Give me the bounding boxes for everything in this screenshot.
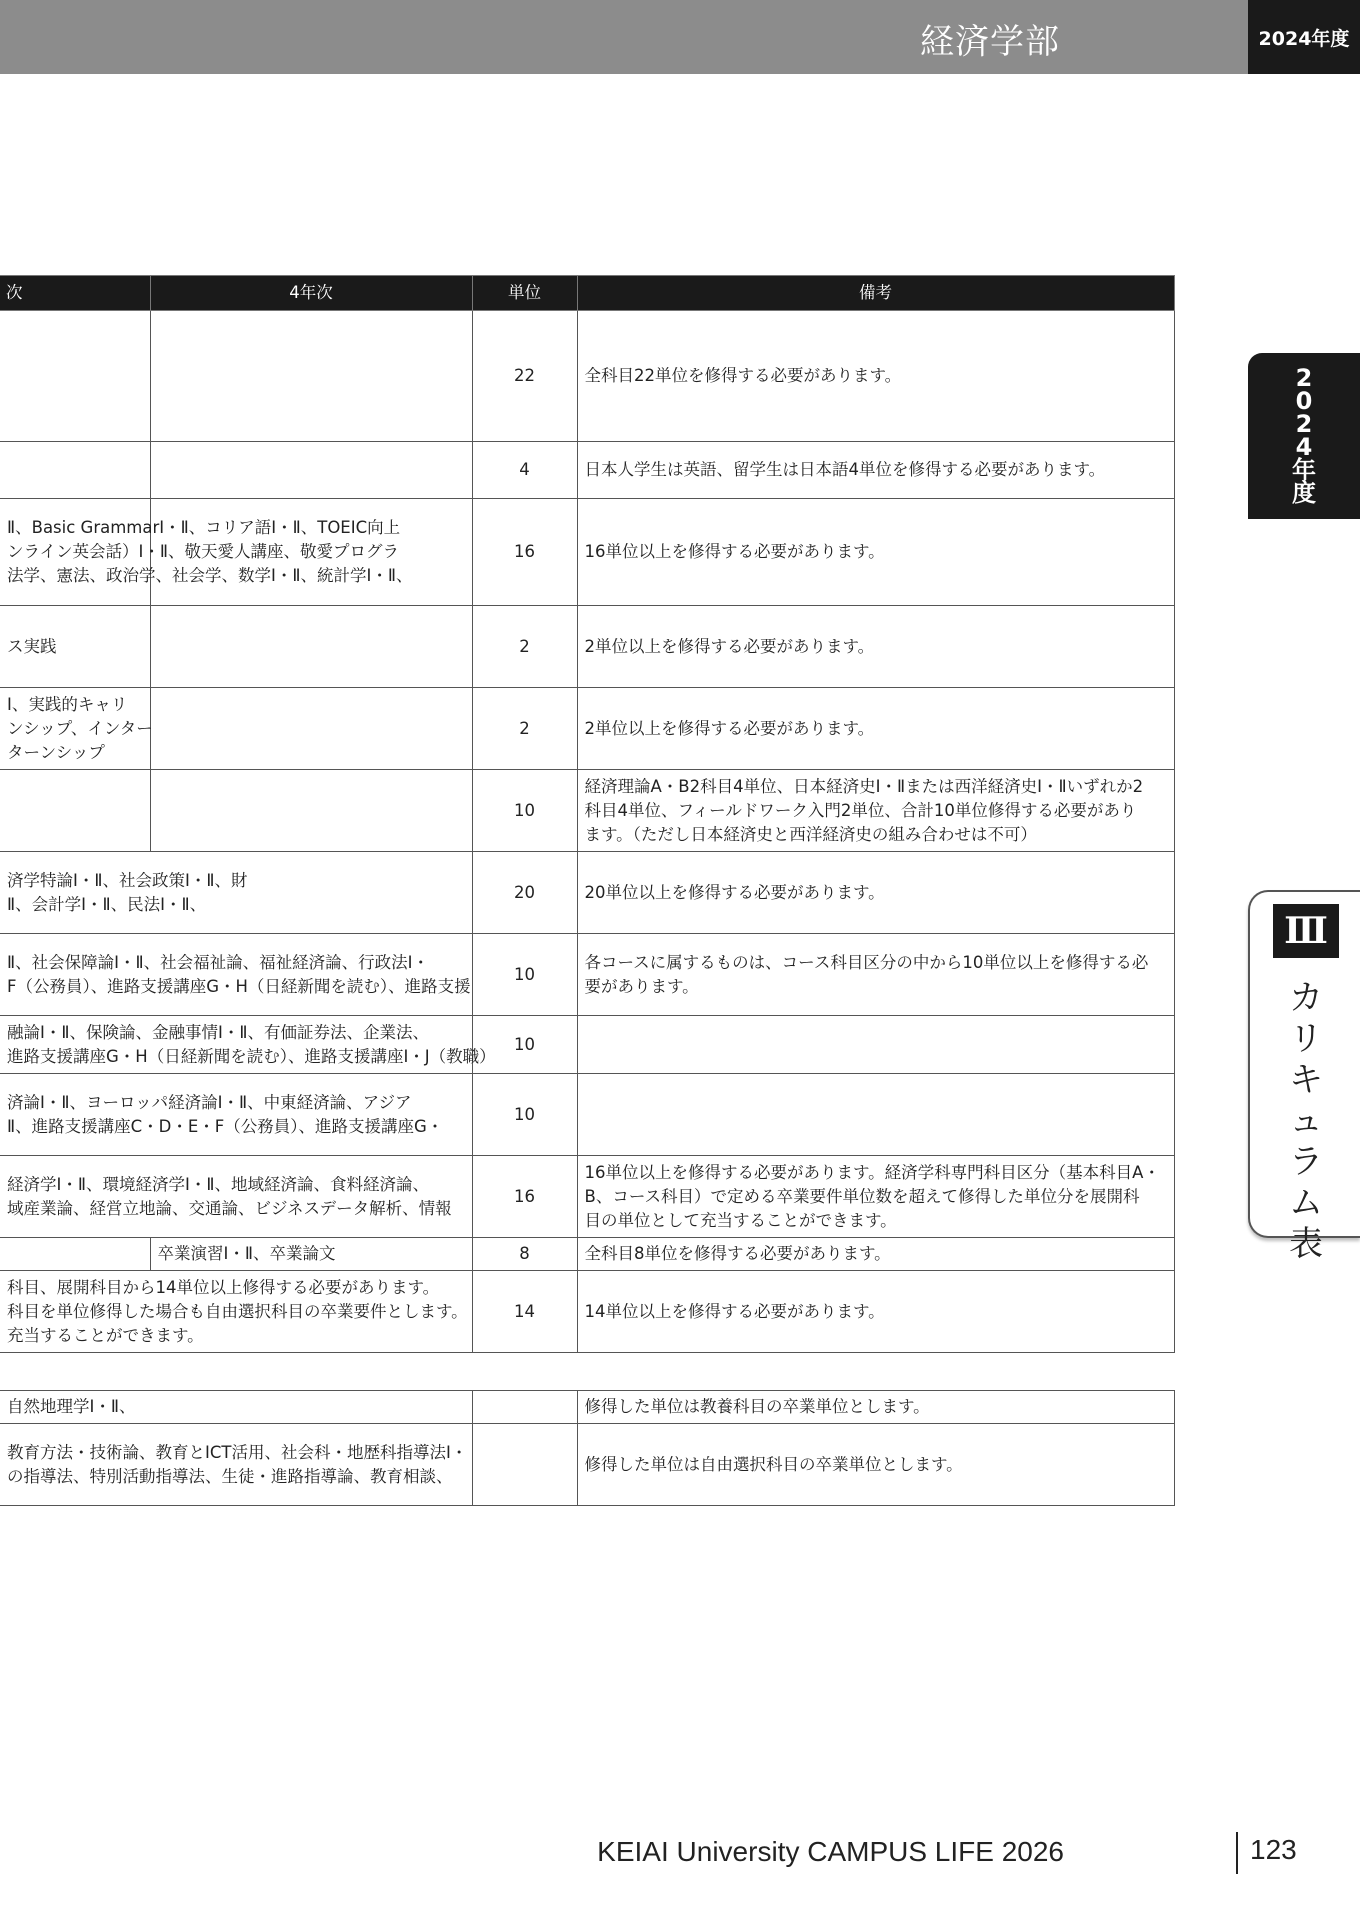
page-number: 123: [1250, 1834, 1297, 1865]
year3-cell: ス実践: [0, 606, 150, 688]
notes-cell: 日本人学生は英語、留学生は日本語4単位を修得する必要があります。: [577, 442, 1174, 499]
year4-cell: 卒業演習Ⅰ・Ⅱ、卒業論文: [150, 1238, 472, 1271]
notes-cell: 全科目8単位を修得する必要があります。: [577, 1238, 1174, 1271]
units-cell: 14: [472, 1271, 577, 1353]
header-year: 2024年度: [1248, 0, 1360, 74]
section-title-char: ム: [1289, 1183, 1323, 1223]
units-cell: 10: [472, 1074, 577, 1156]
course-list-cell: Ⅱ、社会保障論Ⅰ・Ⅱ、社会福祉論、福祉経済論、行政法Ⅰ・ F（公務員）、進路支援講座G・H（日経新聞を読む）、進路支援: [0, 934, 472, 1016]
notes-cell: 2単位以上を修得する必要があります。: [577, 688, 1174, 770]
header-year4: 4年次: [150, 276, 472, 311]
table-row: [0, 1424, 1174, 1506]
notes-cell: 20単位以上を修得する必要があります。: [577, 852, 1174, 934]
year4-cell: [150, 606, 472, 688]
table-row: [0, 442, 1174, 499]
units-cell: 10: [472, 770, 577, 852]
notes-cell: 全科目22単位を修得する必要があります。: [577, 311, 1174, 442]
curriculum-section-tab[interactable]: [1248, 890, 1360, 1264]
units-cell: 16: [472, 499, 577, 606]
table-header-row: [0, 276, 1174, 311]
header-year3: 次: [0, 276, 150, 311]
notes-cell: [577, 1016, 1174, 1074]
table-row: [0, 311, 1174, 442]
side-year-char: 4: [1295, 433, 1313, 461]
additional-courses-table: [0, 1390, 1175, 1506]
notes-cell: 各コースに属するものは、コース科目区分の中から10単位以上を修得する必 要があります。: [577, 934, 1174, 1016]
units-cell: [472, 1391, 577, 1424]
side-year-char: 2: [1295, 364, 1313, 392]
table-row: [0, 1016, 1174, 1074]
department-title: 経済学部: [920, 22, 1060, 62]
year4-cell: [150, 311, 472, 442]
table-row: [0, 770, 1174, 852]
side-year-tab[interactable]: [1248, 353, 1360, 519]
course-list-cell: 自然地理学Ⅰ・Ⅱ、: [0, 1391, 472, 1424]
notes-cell: 修得した単位は教養科目の卒業単位とします。: [577, 1391, 1174, 1424]
units-cell: 8: [472, 1238, 577, 1271]
section-title-char: ラ: [1289, 1142, 1323, 1182]
footer-divider: [1236, 1832, 1238, 1874]
section-title-char: カ: [1289, 978, 1323, 1018]
units-cell: 20: [472, 852, 577, 934]
section-title-char: キ: [1289, 1060, 1323, 1100]
course-list-cell: 教育方法・技術論、教育とICT活用、社会科・地歴科指導法Ⅰ・ の指導法、特別活動指導法、生徒・進路指導論、教育相談、: [0, 1424, 472, 1506]
table-row: [0, 606, 1174, 688]
year3-cell: Ⅰ、実践的キャリ ンシップ、インター ターンシップ: [0, 688, 150, 770]
header-bar: [0, 0, 1248, 74]
table-row: [0, 499, 1174, 606]
table-row: [0, 852, 1174, 934]
year3-cell: Ⅱ、Basic GrammarⅠ・Ⅱ、コリア語Ⅰ・Ⅱ、TOEIC向上 ンライン英会話）Ⅰ・Ⅱ、敬天愛人講座、敬愛プログラ 法学、憲法、政治学、社会学、数学Ⅰ・Ⅱ、統計学Ⅰ・Ⅱ、: [0, 499, 150, 606]
units-cell: 4: [472, 442, 577, 499]
year4-cell: [150, 770, 472, 852]
notes-cell: 16単位以上を修得する必要があります。経済学科専門科目区分（基本科目A・ B、コース科目）で定める卒業要件単位数を超えて修得した単位分を展開科 目の単位として充当することができます。: [577, 1156, 1174, 1238]
publication-title: KEIAI University CAMPUS LIFE 2026: [597, 1836, 1064, 1867]
section-title-char: ュ: [1289, 1101, 1323, 1141]
side-year-char: 2: [1295, 410, 1313, 438]
notes-cell: 修得した単位は自由選択科目の卒業単位とします。: [577, 1424, 1174, 1506]
notes-cell: 16単位以上を修得する必要があります。: [577, 499, 1174, 606]
notes-cell: 14単位以上を修得する必要があります。: [577, 1271, 1174, 1353]
side-year-char: 度: [1292, 479, 1316, 507]
side-year-char: 年: [1292, 456, 1316, 484]
units-cell: 2: [472, 606, 577, 688]
course-list-cell: 経済学Ⅰ・Ⅱ、環境経済学Ⅰ・Ⅱ、地域経済論、食料経済論、 域産業論、経営立地論、交通論、ビジネスデータ解析、情報: [0, 1156, 472, 1238]
year3-cell: [0, 770, 150, 852]
course-list-cell: 済学特論Ⅰ・Ⅱ、社会政策Ⅰ・Ⅱ、財 Ⅱ、会計学Ⅰ・Ⅱ、民法Ⅰ・Ⅱ、: [0, 852, 472, 934]
units-cell: [472, 1424, 577, 1506]
section-title-vertical: [1278, 978, 1334, 1265]
table-row: [0, 1074, 1174, 1156]
header-notes: 備考: [577, 276, 1174, 311]
year3-cell: [0, 442, 150, 499]
course-list-cell: 科目、展開科目から14単位以上修得する必要があります。 科目を単位修得した場合も自由選択科目の卒業要件とします。 充当することができます。: [0, 1271, 472, 1353]
year4-cell: [150, 442, 472, 499]
units-cell: 22: [472, 311, 577, 442]
table-row: [0, 1271, 1174, 1353]
table-row: [0, 688, 1174, 770]
notes-cell: 経済理論A・B2科目4単位、日本経済史Ⅰ・Ⅱまたは西洋経済史Ⅰ・Ⅱいずれか2 科目4単位、フィールドワーク入門2単位、合計10単位修得する必要があり ます。（ただし日本経済史と西洋経済史の組み合わせは不可）: [577, 770, 1174, 852]
curriculum-table: [0, 275, 1175, 1353]
course-list-cell: 融論Ⅰ・Ⅱ、保険論、金融事情Ⅰ・Ⅱ、有価証券法、企業法、 進路支援講座G・H（日経新聞を読む）、進路支援講座Ⅰ・J（教職）: [0, 1016, 472, 1074]
table-row: [0, 1238, 1174, 1271]
year3-cell: [0, 1238, 150, 1271]
section-title-char: 表: [1289, 1224, 1323, 1264]
units-cell: 2: [472, 688, 577, 770]
notes-cell: 2単位以上を修得する必要があります。: [577, 606, 1174, 688]
year3-cell: [0, 311, 150, 442]
table-row: [0, 934, 1174, 1016]
units-cell: 10: [472, 934, 577, 1016]
year4-cell: [150, 688, 472, 770]
table-row: [0, 1391, 1174, 1424]
units-cell: 16: [472, 1156, 577, 1238]
header-units: 単位: [472, 276, 577, 311]
notes-cell: [577, 1074, 1174, 1156]
section-roman-numeral: Ⅲ: [1273, 904, 1339, 958]
section-title-char: リ: [1289, 1019, 1323, 1059]
side-year-char: 0: [1295, 387, 1313, 415]
units-cell: 10: [472, 1016, 577, 1074]
course-list-cell: 済論Ⅰ・Ⅱ、ヨーロッパ経済論Ⅰ・Ⅱ、中東経済論、アジア Ⅱ、進路支援講座C・D・E・F（公務員）、進路支援講座G・: [0, 1074, 472, 1156]
table-row: [0, 1156, 1174, 1238]
